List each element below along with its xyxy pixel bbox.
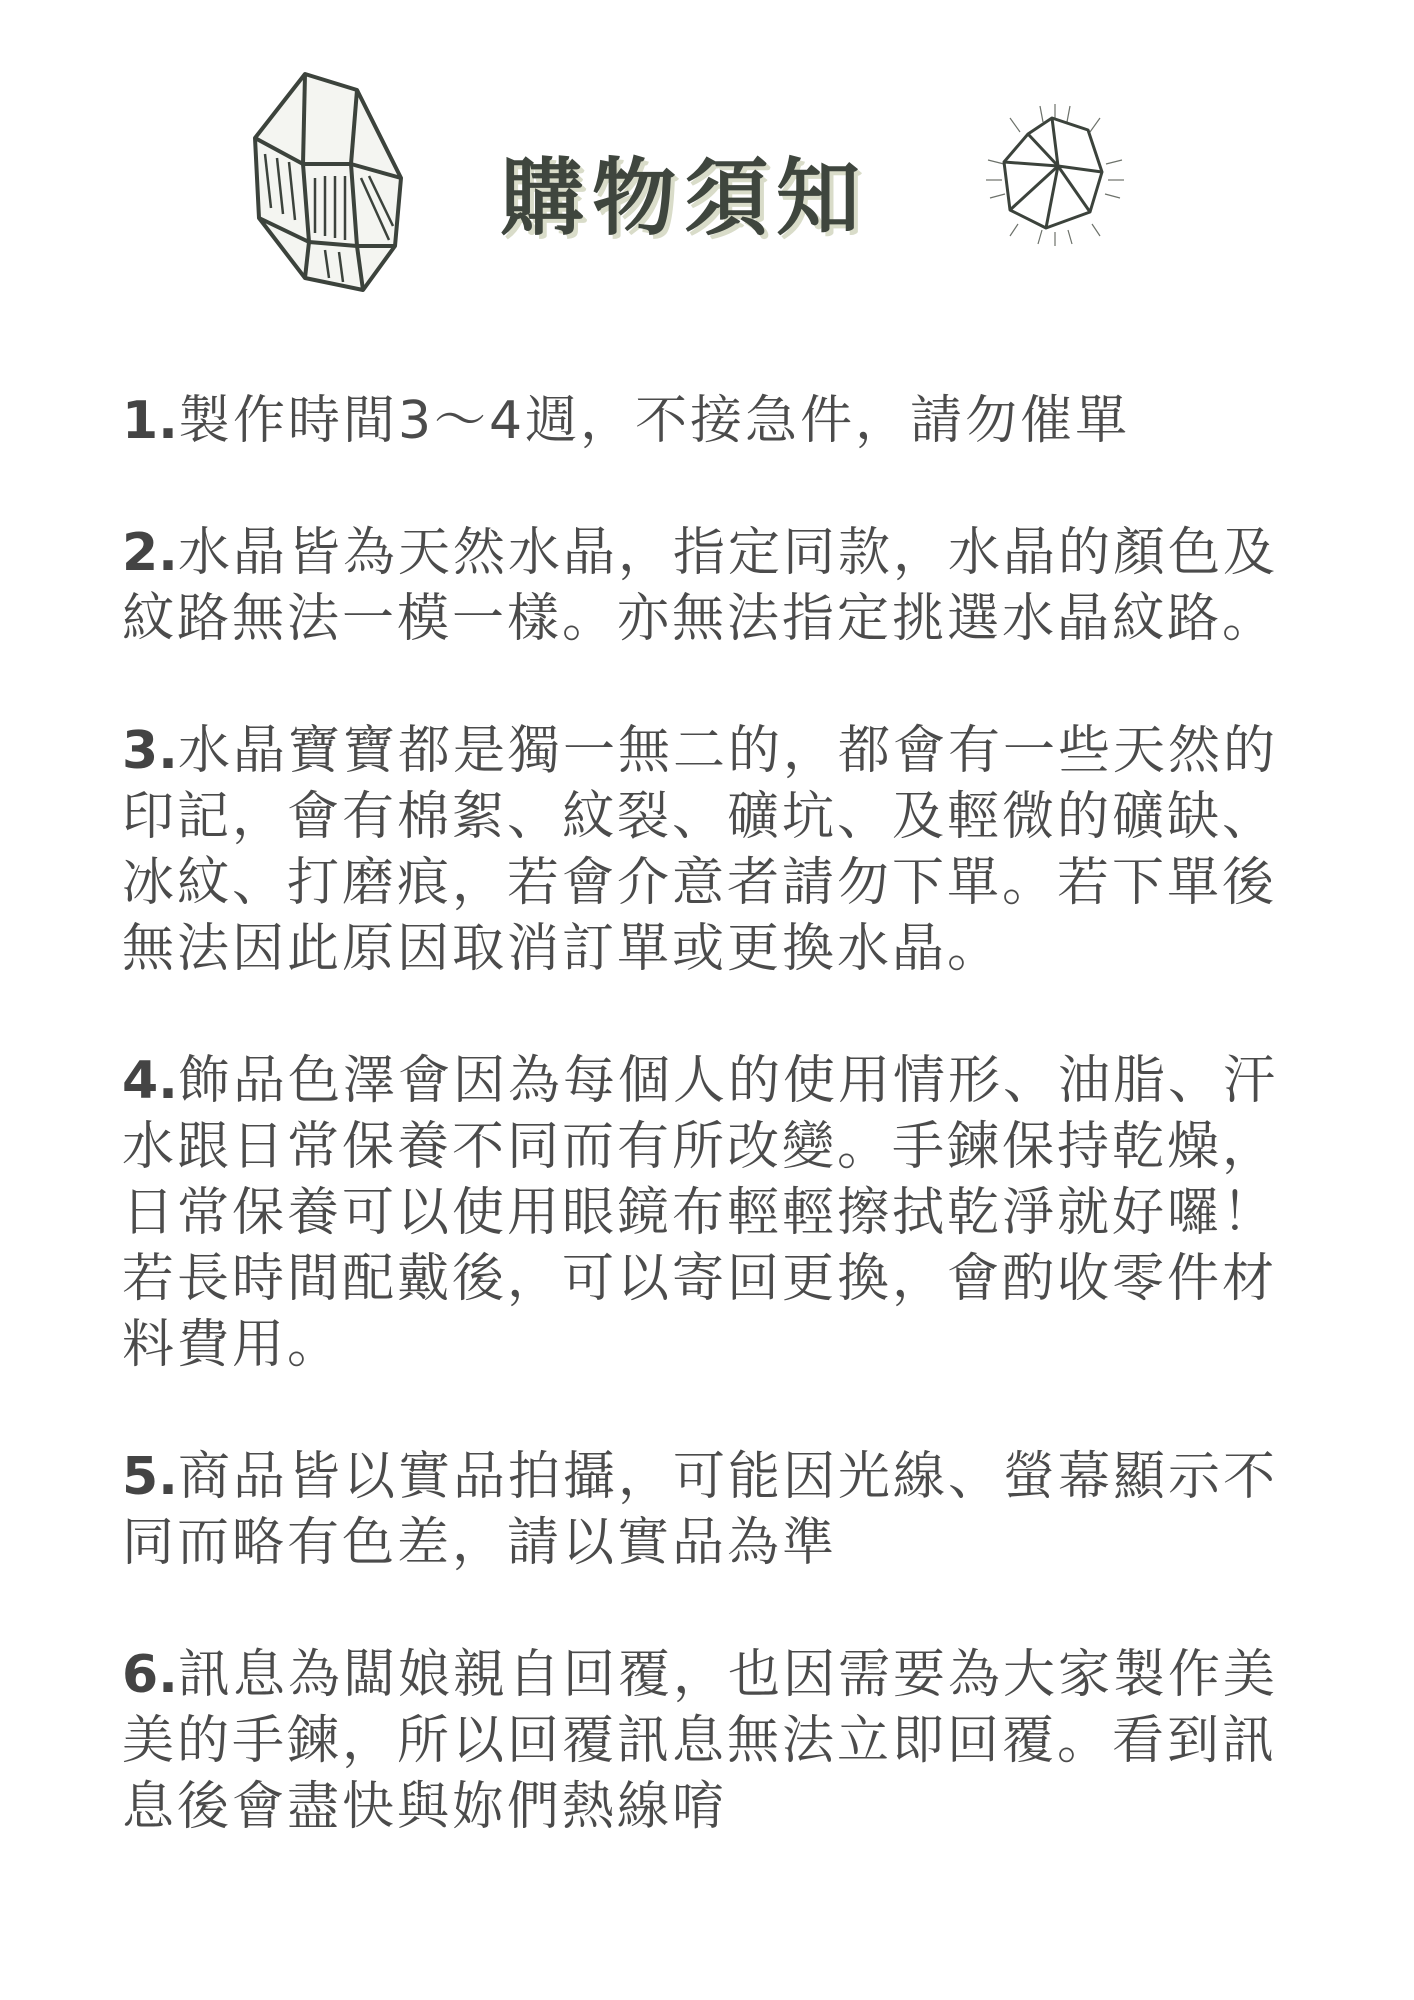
rule-text: 商品皆以實品拍攝，可能因光線、螢幕顯示不同而略有色差，請以實品為準 [122, 1447, 1278, 1573]
rule-item-2 [122, 520, 1302, 652]
rule-item-4 [122, 1048, 1302, 1378]
rule-item-5 [122, 1444, 1302, 1576]
page-title: 購物須知 [500, 148, 869, 247]
rule-number: 4. [122, 1051, 178, 1111]
rule-text: 飾品色澤會因為每個人的使用情形、油脂、汗水跟日常保養不同而有所改變。手鍊保持乾燥，日常保養可以使用眼鏡布輕輕擦拭乾淨就好囉！若長時間配戴後，可以寄回更換，會酌收零件材料費用。 [122, 1051, 1278, 1375]
rule-number: 5. [122, 1447, 178, 1507]
crystal-sparkle-icon [980, 100, 1130, 250]
rule-number: 1. [122, 391, 178, 451]
rule-item-6 [122, 1642, 1302, 1840]
rule-text: 訊息為闆娘親自回覆，也因需要為大家製作美美的手鍊，所以回覆訊息無法立即回覆。看到訊息後會盡快與妳們熱線唷 [122, 1645, 1278, 1837]
rules-list [122, 388, 1302, 1906]
rule-number: 3. [122, 721, 178, 781]
rule-text: 水晶寶寶都是獨一無二的，都會有一些天然的印記，會有棉絮、紋裂、礦坑、及輕微的礦缺、冰紋、打磨痕，若會介意者請勿下單。若下單後無法因此原因取消訂單或更換水晶。 [122, 721, 1278, 979]
rule-number: 2. [122, 523, 178, 583]
rule-item-3 [122, 718, 1302, 982]
rule-text: 製作時間3～4週，不接急件，請勿催單 [177, 391, 1131, 451]
rule-item-1 [122, 388, 1302, 454]
crystal-icon [245, 68, 415, 296]
rule-text: 水晶皆為天然水晶，指定同款，水晶的顏色及紋路無法一模一樣。亦無法指定挑選水晶紋路。 [122, 523, 1278, 649]
header [0, 0, 1414, 300]
rule-number: 6. [122, 1645, 178, 1705]
